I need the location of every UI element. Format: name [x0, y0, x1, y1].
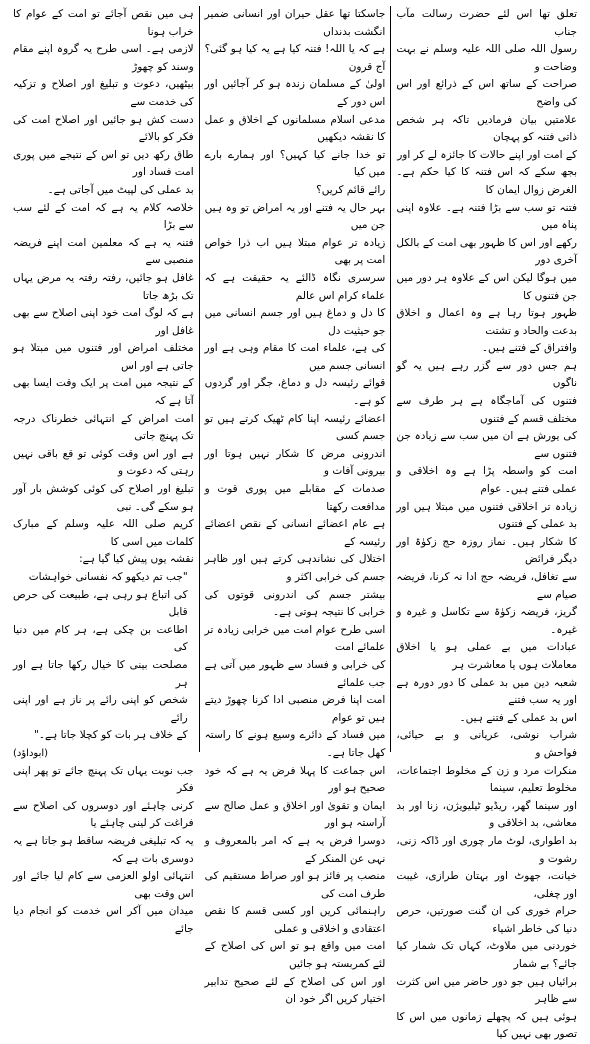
- text-line: اختلال کی نشاندہی کرتے ہیں اور ظاہر جسم کی خرابی اکثر و: [204, 553, 386, 583]
- text-line: طاق رکھ دیں تو اس کے نتیجے میں پوری امت فساد اور: [12, 148, 194, 179]
- text-line: بد عملی کی لپیٹ میں آجاتی ہے۔: [47, 183, 194, 196]
- text-line: سرسری نگاہ ڈالئے یہ حقیقت ہے کہ علماء کرام اس عالم: [204, 271, 386, 302]
- column-middle: [200, 6, 391, 1006]
- text-line: ظہور ہوتا رہا ہے وہ اعمال و اخلاق بدعت والحاد و تشتت: [396, 307, 577, 337]
- text-line: امت کو واسطہ پڑا ہے وہ اخلاقی و عملی فتنے ہیں۔ عوام: [396, 465, 577, 496]
- text-line: میں ہوگا لیکن اس کے علاوہ ہر دور میں جن فتنوں کا: [396, 271, 577, 302]
- text-line: تبلیغ اور اصلاح کی کوئی کوشش بار آور ہو سکے گی۔ نبی: [12, 483, 194, 513]
- text-line: کا دل و دماغ ہیں اور جسم انسانی میں جو حیثیت دل: [204, 307, 386, 337]
- text-line: کے امت اور اپنے حالات کا جائزہ لے کر اور: [397, 148, 577, 161]
- text-line: کی یورش ہے ان میں سب سے زیادہ جن فتنوں سے: [396, 430, 577, 460]
- text-line: ہے اور اس وقت کوئی تو قع باقی نہیں رہتی کہ دعوت و: [12, 447, 194, 478]
- text-line: شعبہ دین میں بد عملی کا دور دورہ ہے اور یہ سب فتنے: [396, 676, 577, 707]
- text-line: مختلف امراض اور فتنوں میں مبتلا ہو جاتی ہے اور اس: [12, 342, 194, 372]
- text-line: علامتیں بیان فرمادیں تاکہ ہر شخص ذاتی فتنہ کو پہچان: [396, 113, 577, 144]
- text-line: انتہائی اولو العزمی سے کام لیا جائے اور اس وقت بھی: [12, 870, 194, 900]
- text-line: ہی میں نقص آجائے تو امت کے عوام کا خراب ہونا: [12, 8, 194, 38]
- text-line: کریم صلی اللہ علیہ وسلم کے مبارک کلمات میں اسی کا: [12, 518, 194, 548]
- hadith-quote-line: شخص کو اپنی رائے پر ناز ہے اور اپنی رائے: [12, 694, 188, 724]
- text-line: بد اطواری، لوٹ مار چوری اور ڈاکہ زنی، رشوت و: [396, 834, 577, 865]
- text-line: خوردنی میں ملاوٹ، کہاں تک شمار کیا جائے؟ بے شمار: [396, 940, 577, 971]
- text-line: زیادہ تر عوام مبتلا ہیں اب ذرا خواص امت پر بھی: [204, 236, 386, 267]
- text-line: ہے کہ یا اللہ! فتنہ کیا ہے یہ کیا ہو گئی؟ آج قرون: [204, 43, 386, 73]
- text-line: یہ کہ تبلیغی فریضہ ساقط ہو جاتا ہے یہ دوسری بات ہے کہ: [12, 834, 194, 865]
- text-line: شراب نوشی، عریانی و بے حیائی، فواحش و: [396, 729, 577, 759]
- hadith-quote-line: "جب تم دیکھو کہ نفسانی خواہشات: [28, 571, 188, 583]
- text-line: اندرونی مرض کا شکار نہیں ہوتا اور بیرونی آفات و: [204, 447, 386, 478]
- text-line: جب نوبت یہاں تک پہنچ جائے تو پھر اپنی فکر: [12, 764, 194, 795]
- text-line: دست کش ہو جائیں اور اصلاح امت کی فکر کو بالائے: [12, 113, 194, 144]
- text-line: کی خرابی و فساد سے ظہور میں آتی ہے جب علمائے: [204, 658, 386, 689]
- text-line: کا شکار ہیں۔ نماز روزہ حج زکوٰۃ اور دیگر فرائض: [396, 535, 577, 566]
- text-line: وافتراق کے فتنے ہیں۔: [481, 342, 577, 355]
- text-line: جاسکتا تھا عقل حیران اور انسانی ضمیر انگشت بدنداں: [204, 8, 386, 38]
- text-line: میں فساد کے دائرے وسیع ہونے کا راستہ کھل جاتا ہے۔: [204, 729, 386, 759]
- text-line: اسی طرح عوام امت میں خرابی زیادہ تر علمائے امت: [204, 623, 386, 654]
- text-line: سے تغافل، فریضہ حج ادا نہ کرنا، فریضہ صیام سے: [396, 571, 577, 601]
- text-line: برائیاں ہیں جو دور حاضر میں اس کثرت سے ظاہر: [396, 975, 577, 1006]
- text-line: دوسرا فرض یہ ہے کہ امر بالمعروف و نہی عن المنکر کے: [204, 834, 386, 865]
- text-line: ایمان و تقویٰ اور اخلاق و عمل صالح سے آراستہ ہو اور: [204, 799, 386, 830]
- text-line: بیٹھیں، دعوت و تبلیغ اور اصلاح و تزکیہ کی خدمت سے: [12, 78, 194, 108]
- text-line: منصب پر فائز ہو اور صراط مستقیم کی طرف امت کی: [204, 870, 386, 900]
- text-line: اعضائے رئیسہ اپنا کام ٹھیک کرتے ہیں تو جسم کسی: [204, 412, 386, 443]
- hadith-citation: (ابوداؤد): [12, 747, 49, 759]
- text-line: اس جماعت کا پہلا فرض یہ ہے کہ خود صحیح ہو اور: [204, 764, 386, 795]
- text-line: راہنمائی کریں اور کسی قسم کا نقص اعتقادی و اخلاقی و عملی: [204, 905, 386, 935]
- text-line: ہم جس دور سے گزر رہے ہیں یہ گو ناگوں: [396, 359, 577, 390]
- text-line: مدعی اسلام مسلمانوں کے اخلاق و عمل کا نقشہ دیکھیں: [204, 113, 386, 144]
- text-line: قوائے رئیسہ دل و دماغ، جگر اور گردوں کو ہے۔: [204, 377, 386, 408]
- text-line: کے نتیجہ میں امت پر ایک وقت ایسا بھی آتا ہے کہ: [12, 377, 194, 408]
- text-line: حرام خوری کی ان گنت صورتیں، حرص دنیا کی خاطر اشیاء: [396, 905, 577, 935]
- text-line: غافل ہو جائیں، رفتہ رفتہ یہ مرض یہاں تک بڑھ جاتا: [12, 271, 194, 302]
- text-line: عبادات میں بے عملی ہو یا اخلاق معاملات ہوں یا معاشرت ہر: [396, 641, 577, 671]
- text-line: صراحت کے ساتھ اس کے ذرائع اور اس کی واضح: [396, 78, 577, 108]
- text-line: بجھ سکے کہ اس فتنہ کا کیا حکم ہے۔ الغرض زوال ایمان کا: [396, 166, 577, 196]
- text-line: امت اپنا فرض منصبی ادا کرنا چھوڑ دیتے ہیں تو عوام: [204, 694, 386, 724]
- text-line: ہے عام اعضائے انسانی کے نقص اعضائے رئیسہ کے: [204, 518, 386, 548]
- text-line: کرنی چاہئے اور دوسروں کی اصلاح سے فراغت کر لینی چاہئے یا: [12, 799, 194, 830]
- text-line: بیشتر جسم کی اندرونی قوتوں کی خرابی کا نتیجہ ہوتی ہے۔: [204, 588, 386, 619]
- text-line: فتنہ تو سب سے بڑا فتنہ ہے۔ علاوہ اپنی پناہ میں: [396, 201, 577, 232]
- text-line: نقشہ یوں پیش کیا گیا ہے:: [79, 553, 194, 566]
- text-line: امت میں واقع ہو تو اس کی اصلاح کے لئے کمربستہ ہو جائیں: [204, 940, 386, 971]
- column-left: [8, 6, 199, 935]
- text-line: میدان میں آکر اس خدمت کو انجام دیا جائے: [12, 905, 194, 935]
- hadith-quote-line: کے خلاف ہر بات کو کچلا جاتا ہے۔": [33, 729, 188, 742]
- text-line: منکرات مرد و زن کے مخلوط اجتماعات، مخلوط تعلیم، سینما: [396, 764, 577, 795]
- text-line: اس بد عملی کے فتنے ہیں۔: [459, 711, 577, 724]
- text-line: لازمی ہے۔ اسی طرح یہ گروہ اپنے مقام وسند کو چھوڑ: [12, 43, 194, 73]
- text-line: ہے کہ لوگ امت خود اپنی اصلاح سے بھی غافل اور: [12, 307, 194, 337]
- text-line: فتنہ یہ ہے کہ معلمین امت اپنے فریضہ منصبی سے: [12, 236, 194, 267]
- text-line: تعلق تھا اس لئے حضرت رسالت مآب جناب: [396, 8, 577, 38]
- text-line: کی ہے، علماء امت کا مقام وہی ہے اور انسانی جسم میں: [204, 342, 386, 372]
- text-line: صدمات کے مقابلے میں پوری قوت و مدافعت رکھتا: [204, 483, 386, 513]
- text-line: تو خدا جانے کیا کہیں؟ اور ہمارے بارے میں کیا: [204, 148, 386, 179]
- text-line: بہر حال یہ فتنے اور یہ امراض تو وہ ہیں جن میں: [204, 201, 386, 232]
- hadith-quote-line: کی اتباع ہو رہی ہے، طبیعت کی حرص قابل: [12, 588, 188, 619]
- text-line: زیادہ تر اخلاقی فتنوں میں مبتلا ہیں اور بد عملی کے فتنوں: [396, 500, 577, 531]
- text-line: اور سینما گھر، ریڈیو ٹیلیویژن، زنا اور بد معاشی، بد اخلاقی و: [396, 799, 577, 830]
- text-line: رکھے اور اس کا ظہور بھی امت کے بالکل آخری دور: [396, 236, 577, 267]
- text-line: خیانت، جھوٹ اور بہتان طرازی، غیبت اور چغلی،: [396, 870, 577, 900]
- text-line: خلاصہ کلام یہ ہے کہ امت کے لئے سب سے بڑا: [12, 201, 194, 232]
- text-line: امت امراض کے انتہائی خطرناک درجہ تک پہنچ جاتی: [12, 412, 194, 443]
- column-right: [391, 6, 582, 1041]
- hadith-quote-line: اطاعت بن چکی ہے، ہر کام میں دنیا کی: [12, 623, 188, 654]
- text-line: رائے قائم کریں؟: [316, 183, 386, 196]
- text-line: اولیٰ کے مسلمان زندہ ہو کر آجائیں اور اس دور کے: [204, 78, 386, 108]
- text-line: رسول اللہ صلی اللہ علیہ وسلم نے بہت وضاحت و: [396, 43, 577, 73]
- hadith-quote-line: مصلحت بینی کا خیال رکھا جاتا ہے اور ہر: [12, 658, 188, 689]
- text-line: اور اس کی اصلاح کے لئے صحیح تدابیر اختیار کریں اگر خود ان: [204, 975, 386, 1006]
- text-line: ہوئی ہیں کہ پچھلے زمانوں میں اس کا تصور بھی نہیں کیا: [396, 1010, 577, 1041]
- text-line: فتنوں کی آماجگاہ ہے ہر طرف سے مختلف قسم کے فتنوں: [396, 395, 577, 425]
- text-line: گریز، فریضہ زکوٰۃ سے تکاسل و غیرہ و غیرہ۔: [396, 606, 577, 636]
